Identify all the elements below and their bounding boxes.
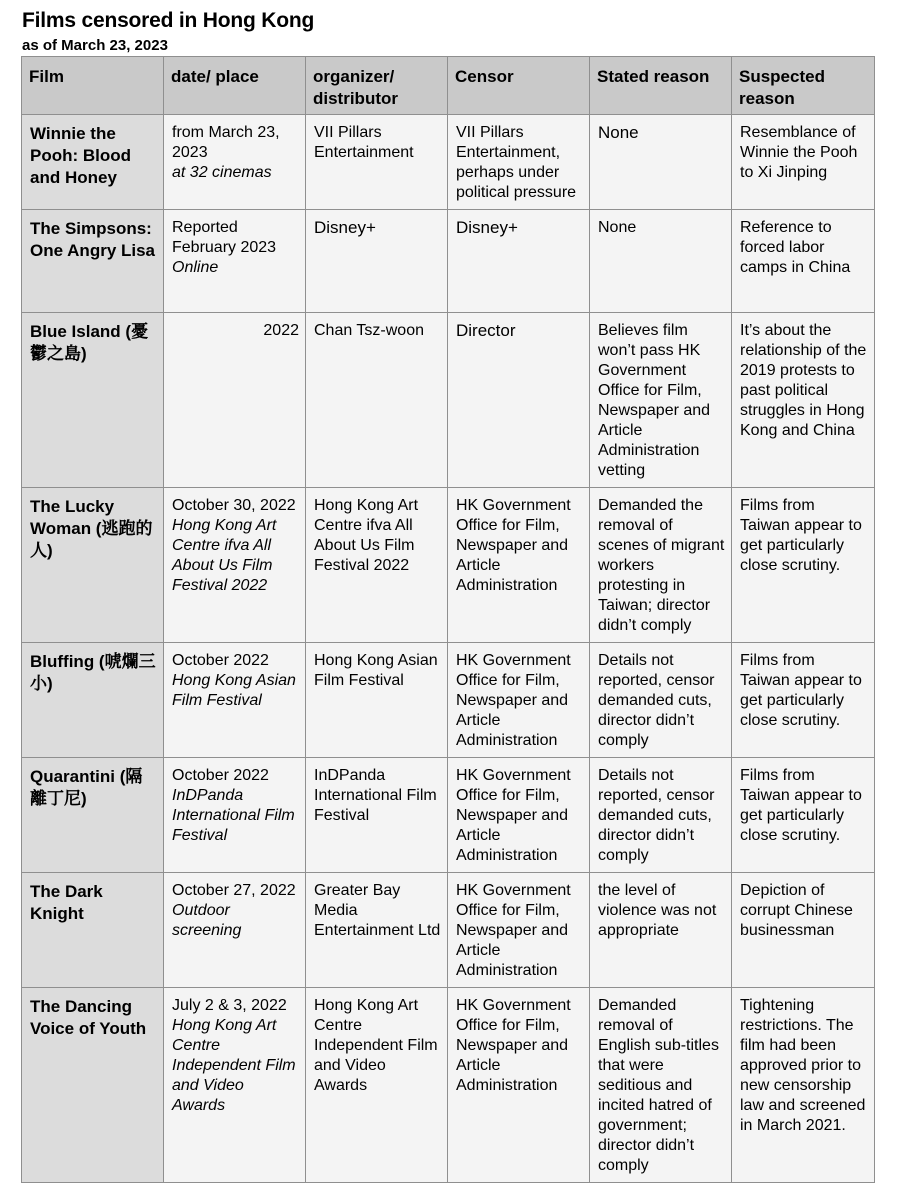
censored-films-table bbox=[21, 56, 875, 1183]
organizer-cell: Hong Kong Art Centre ifva All About Us Film Festival 2022 bbox=[306, 488, 448, 643]
column-header-film: Film bbox=[22, 57, 164, 115]
date-text: October 27, 2022 bbox=[172, 882, 296, 899]
organizer-cell: VII Pillars Entertainment bbox=[306, 115, 448, 210]
date-text: from March 23, 2023 bbox=[172, 124, 280, 161]
stated-reason-cell: None bbox=[590, 115, 732, 210]
date-place-cell bbox=[164, 313, 306, 488]
table-row bbox=[22, 873, 875, 988]
table-row bbox=[22, 643, 875, 758]
stated-reason-cell: Demanded the removal of scenes of migrant workers protesting in Taiwan; director didn’t comply bbox=[590, 488, 732, 643]
film-title-cell: Blue Island (憂鬱之島) bbox=[22, 313, 164, 488]
date-text: October 2022 bbox=[172, 767, 269, 784]
date-place-cell bbox=[164, 488, 306, 643]
date-text: Reported February 2023 bbox=[172, 219, 277, 256]
venue-text: at 32 cinemas bbox=[172, 164, 272, 181]
film-title-cell: Winnie the Pooh: Blood and Honey bbox=[22, 115, 164, 210]
suspected-reason-cell: Films from Taiwan appear to get particularly close scrutiny. bbox=[732, 643, 875, 758]
venue-text: Hong Kong Art Centre ifva All About Us Film Festival 2022 bbox=[172, 517, 277, 594]
organizer-cell: InDPanda International Film Festival bbox=[306, 758, 448, 873]
date-place-cell bbox=[164, 873, 306, 988]
organizer-cell: Chan Tsz-woon bbox=[306, 313, 448, 488]
stated-reason-cell: Details not reported, censor demanded cuts, director didn’t comply bbox=[590, 758, 732, 873]
censor-cell: HK Government Office for Film, Newspaper and Article Administration bbox=[448, 643, 590, 758]
date-text: October 2022 bbox=[172, 652, 269, 669]
date-place-cell bbox=[164, 115, 306, 210]
document-title: Films censored in Hong Kong bbox=[22, 9, 315, 32]
venue-text: Hong Kong Asian Film Festival bbox=[172, 672, 296, 709]
table-row bbox=[22, 115, 875, 210]
date-text: October 30, 2022 bbox=[172, 497, 296, 514]
table-row bbox=[22, 758, 875, 873]
censor-cell: VII Pillars Entertainment, perhaps under political pressure bbox=[448, 115, 590, 210]
film-title-cell: The Lucky Woman (逃跑的人) bbox=[22, 488, 164, 643]
censor-cell: HK Government Office for Film, Newspaper and Article Administration bbox=[448, 873, 590, 988]
organizer-cell: Disney+ bbox=[306, 210, 448, 313]
censor-cell: HK Government Office for Film, Newspaper and Article Administration bbox=[448, 988, 590, 1183]
suspected-reason-cell: It’s about the relationship of the 2019 protests to past political struggles in Hong Kong and China bbox=[732, 313, 875, 488]
document-subtitle: as of March 23, 2023 bbox=[22, 37, 168, 54]
date-place-cell bbox=[164, 210, 306, 313]
organizer-cell: Hong Kong Art Centre Independent Film and Video Awards bbox=[306, 988, 448, 1183]
venue-text: Online bbox=[172, 259, 219, 276]
venue-text: Hong Kong Art Centre Independent Film and Video Awards bbox=[172, 1017, 296, 1114]
table-row bbox=[22, 313, 875, 488]
film-title-cell: The Dark Knight bbox=[22, 873, 164, 988]
film-title-cell: The Dancing Voice of Youth bbox=[22, 988, 164, 1183]
suspected-reason-cell: Tightening restrictions. The film had been approved prior to new censorship law and screened in March 2021. bbox=[732, 988, 875, 1183]
suspected-reason-cell: Films from Taiwan appear to get particularly close scrutiny. bbox=[732, 488, 875, 643]
stated-reason-cell: Demanded removal of English sub-titles that were seditious and incited hatred of government; director didn’t comply bbox=[590, 988, 732, 1183]
date-place-cell bbox=[164, 643, 306, 758]
stated-reason-cell: Details not reported, censor demanded cuts, director didn’t comply bbox=[590, 643, 732, 758]
column-header-stated-reason: Stated reason bbox=[590, 57, 732, 115]
column-header-censor: Censor bbox=[448, 57, 590, 115]
organizer-cell: Greater Bay Media Entertainment Ltd bbox=[306, 873, 448, 988]
film-title-cell: Quarantini (隔離丁尼) bbox=[22, 758, 164, 873]
suspected-reason-cell: Films from Taiwan appear to get particularly close scrutiny. bbox=[732, 758, 875, 873]
suspected-reason-cell: Depiction of corrupt Chinese businessman bbox=[732, 873, 875, 988]
suspected-reason-cell: Reference to forced labor camps in China bbox=[732, 210, 875, 313]
date-text: 2022 bbox=[263, 322, 299, 339]
stated-reason-cell: None bbox=[590, 210, 732, 313]
censor-cell: Director bbox=[448, 313, 590, 488]
column-header-date-place: date/ place bbox=[164, 57, 306, 115]
venue-text: Outdoor screening bbox=[172, 902, 242, 939]
column-header-suspected-reason: Suspected reason bbox=[732, 57, 875, 115]
film-title-cell: The Simpsons: One Angry Lisa bbox=[22, 210, 164, 313]
suspected-reason-cell: Resemblance of Winnie the Pooh to Xi Jinping bbox=[732, 115, 875, 210]
stated-reason-cell: the level of violence was not appropriate bbox=[590, 873, 732, 988]
stated-reason-cell: Believes film won’t pass HK Government Office for Film, Newspaper and Article Administration vetting bbox=[590, 313, 732, 488]
venue-text: InDPanda International Film Festival bbox=[172, 787, 295, 844]
film-title-cell: Bluffing (唬爛三小) bbox=[22, 643, 164, 758]
table-header-row bbox=[22, 57, 875, 115]
censor-cell: Disney+ bbox=[448, 210, 590, 313]
date-text: July 2 & 3, 2022 bbox=[172, 997, 287, 1014]
date-place-cell bbox=[164, 758, 306, 873]
table-row bbox=[22, 488, 875, 643]
censor-cell: HK Government Office for Film, Newspaper and Article Administration bbox=[448, 758, 590, 873]
table-row bbox=[22, 210, 875, 313]
column-header-organizer: organizer/ distributor bbox=[306, 57, 448, 115]
date-place-cell bbox=[164, 988, 306, 1183]
table-row bbox=[22, 988, 875, 1183]
organizer-cell: Hong Kong Asian Film Festival bbox=[306, 643, 448, 758]
censor-cell: HK Government Office for Film, Newspaper and Article Administration bbox=[448, 488, 590, 643]
